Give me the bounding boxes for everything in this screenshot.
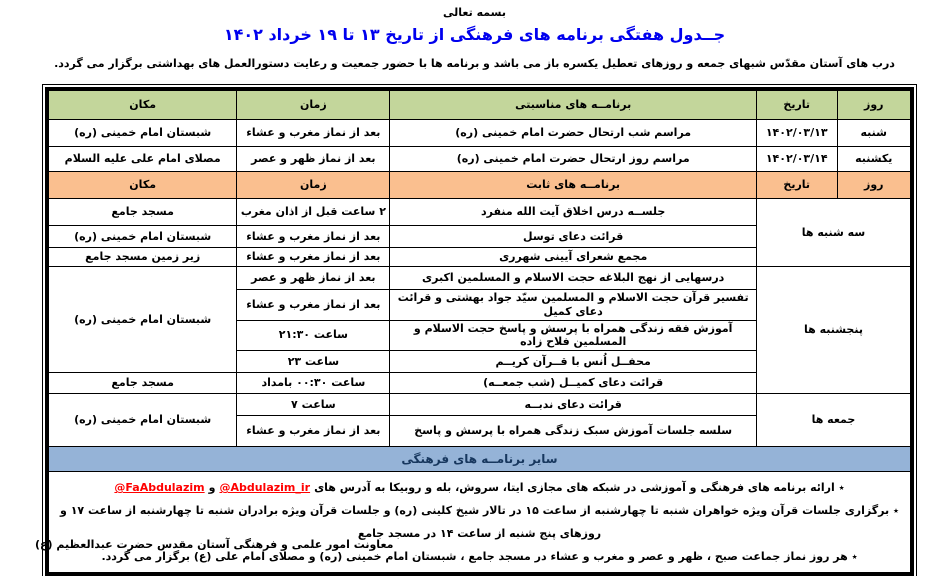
program-cell: جلســه درس اخلاق آیت الله منفرد: [390, 199, 757, 226]
time-cell: بعد از نماز مغرب و عشاء: [237, 226, 390, 248]
time-cell: بعد از نماز مغرب و عشاء: [237, 120, 390, 147]
time-cell: بعد از نماز مغرب و عشاء: [237, 416, 390, 447]
table-row: [49, 199, 911, 226]
program-cell: آموزش فقه زندگی همراه با پرسش و پاسخ حجت الاسلام و المسلمین فلاح زاده: [390, 320, 757, 351]
program-cell: مراسم روز ارتحال حضرت امام خمینی (ره): [390, 147, 757, 172]
place-cell: شبستان امام خمینی (ره): [49, 120, 237, 147]
day-group-tuesdays: سه شنبه ها: [756, 199, 910, 267]
note-line-3: ٭ هر روز نماز جماعت صبح ، ظهر و عصر و مغرب و عشاء در مسجد جامع ، شبستان امام خمینی (ره) و مصلای امام علی (ع) برگزار می گردد.: [101, 550, 858, 563]
program-cell: محفــل اُنس با قــرآن کریــم: [390, 351, 757, 373]
header-day: روز: [837, 91, 911, 120]
program-cell: درسهایی از نهج البلاغه حجت الاسلام و المسلمین اکبری: [390, 267, 757, 290]
time-cell: ساعت ۷: [237, 394, 390, 416]
program-cell: قرائت دعای ندبــه: [390, 394, 757, 416]
table-row: [49, 147, 911, 172]
place-cell: مصلای امام علی علیه السلام: [49, 147, 237, 172]
place-cell: مسجد جامع: [49, 199, 237, 226]
table-row: [49, 267, 911, 290]
weekly-schedule-table: [48, 90, 911, 573]
header-fixed-programs: برنامــه های ثابت: [390, 172, 757, 199]
place-cell: زیر زمین مسجد جامع: [49, 248, 237, 267]
time-cell: بعد از نماز ظهر و عصر: [237, 147, 390, 172]
note-line-2: ٭ برگزاری جلسات قرآن ویژه خواهران شنبه تا چهارشنبه از ساعت ۱۵ در تالار شیخ کلینی (ره) و جلسات قرآن ویژه برادران شنبه تا چهارشنبه از ساعت ۱۷ و روزهای پنج شنبه از ساعت ۱۴ در مسجد جامع: [60, 504, 899, 540]
occasional-header-row: [49, 91, 911, 120]
place-cell-merged: شبستان امام خمینی (ره): [49, 267, 237, 373]
program-cell: مجمع شعرای آیینی شهرری: [390, 248, 757, 267]
time-cell: ساعت ۰۰:۳۰ بامداد: [237, 373, 390, 394]
table-row: [49, 120, 911, 147]
program-cell: قرائت دعای کمیــل (شب جمعــه): [390, 373, 757, 394]
bismillah-text: بسمه تعالی: [443, 6, 506, 19]
other-programs-band-row: [49, 447, 911, 472]
header-date: تاریخ: [756, 91, 837, 120]
time-cell: بعد از نماز ظهر و عصر: [237, 267, 390, 290]
fixed-header-row: [49, 172, 911, 199]
header-time: زمان: [237, 172, 390, 199]
time-cell: بعد از نماز مغرب و عشاء: [237, 290, 390, 321]
notes-row: [49, 472, 911, 573]
date-cell: ۱۴۰۲/۰۳/۱۴: [756, 147, 837, 172]
time-cell: ۲ ساعت قبل از اذان مغرب: [237, 199, 390, 226]
time-cell: ساعت ۲۳: [237, 351, 390, 373]
header-place: مکان: [49, 91, 237, 120]
note-1-text: ٭ ارائه برنامه های فرهنگی و آموزشی در شبکه های مجازی ایتا، سروش، بله و روبیکا به آدرس های: [314, 481, 845, 494]
notes-cell: [49, 472, 911, 573]
program-cell: سلسه جلسات آموزش سبک زندگی همراه با پرسش و پاسخ: [390, 416, 757, 447]
place-cell: مسجد جامع: [49, 373, 237, 394]
header-time: زمان: [237, 91, 390, 120]
page-title: جــدول هفتگی برنامه های فرهنگی از تاریخ ۱۳ تا ۱۹ خرداد ۱۴۰۲: [223, 25, 726, 44]
header-day: روز: [837, 172, 911, 199]
program-cell: مراسم شب ارتحال حضرت امام خمینی (ره): [390, 120, 757, 147]
day-cell: شنبه: [837, 120, 911, 147]
place-cell: شبستان امام خمینی (ره): [49, 226, 237, 248]
place-cell-merged: شبستان امام خمینی (ره): [49, 394, 237, 447]
header-occasional-programs: برنامــه های مناسبتی: [390, 91, 757, 120]
time-cell: ساعت ۲۱:۳۰: [237, 320, 390, 351]
social-handle-link[interactable]: @FaAbdulazim: [114, 481, 205, 494]
day-cell: یکشنبه: [837, 147, 911, 172]
other-programs-band: سایر برنامــه های فرهنگی: [49, 447, 911, 472]
note-line-1: [55, 476, 904, 499]
program-cell: قرائت دعای توسل: [390, 226, 757, 248]
date-cell: ۱۴۰۲/۰۳/۱۳: [756, 120, 837, 147]
header-place: مکان: [49, 172, 237, 199]
header-date: تاریخ: [756, 172, 837, 199]
deputy-signature: معاونت امور علمی و فرهنگی آستان مقدس حضرت عبدالعظیم (ع): [35, 538, 394, 551]
schedule-table-frame: [42, 84, 917, 576]
time-cell: بعد از نماز مغرب و عشاء: [237, 248, 390, 267]
day-group-fridays: جمعه ها: [756, 394, 910, 447]
table-row: [49, 394, 911, 416]
page-subtitle: درب های آستان مقدّس شبهای جمعه و روزهای تعطیل یکسره باز می باشد و برنامه ها با حضور جمعیت و رعایت دستورالعمل های بهداشتی برگزار می گردد.: [54, 57, 895, 70]
program-cell: تفسیر قرآن حجت الاسلام و المسلمین سیّد جواد بهشتی و قرائت دعای کمیل: [390, 290, 757, 321]
day-group-thursdays: پنجشنبه ها: [756, 267, 910, 394]
social-handle-link[interactable]: @Abdulazim_ir: [219, 481, 311, 494]
note-1-conjunction: و: [208, 481, 216, 494]
